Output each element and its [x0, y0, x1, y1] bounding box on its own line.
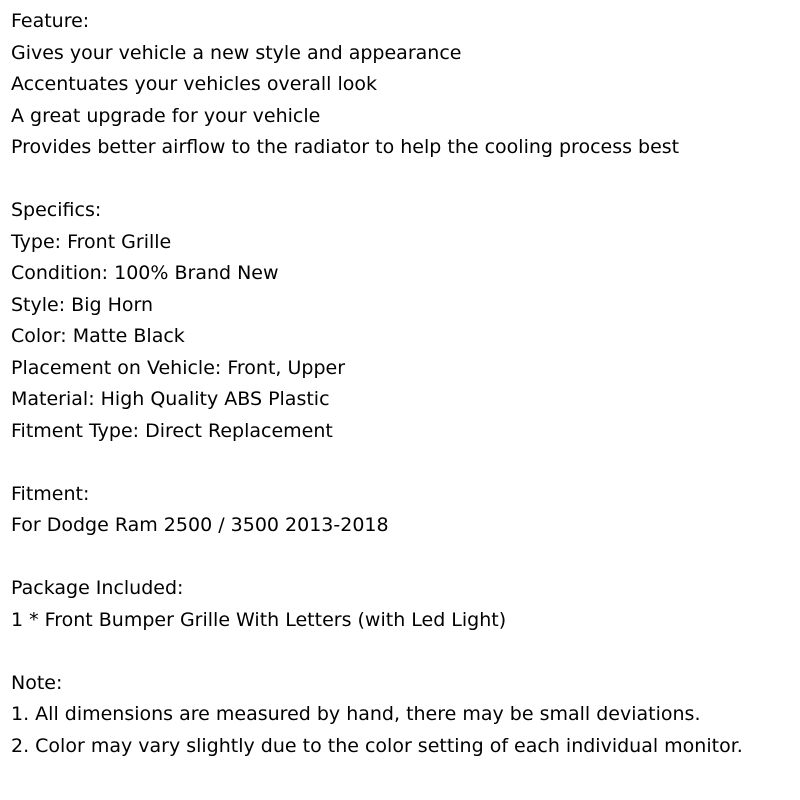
note-section [11, 668, 791, 763]
package-heading: Package Included: [11, 577, 184, 599]
fitment-item: For Dodge Ram 2500 / 3500 2013-2018 [11, 514, 389, 536]
feature-item: Accentuates your vehicles overall look [11, 73, 378, 95]
product-description [11, 6, 791, 794]
specifics-item: Placement on Vehicle: Front, Upper [11, 356, 346, 379]
specifics-section [11, 195, 791, 447]
specifics-item: Fitment Type: Direct Replacement [11, 419, 333, 442]
specifics-item: Condition: 100% Brand New [11, 262, 279, 284]
note-item: 1. All dimensions are measured by hand, there may be small deviations. [11, 703, 701, 725]
feature-heading: Feature: [11, 10, 90, 32]
note-item: 2. Color may vary slightly due to the color setting of each individual monitor. [11, 734, 743, 757]
package-item: 1 * Front Bumper Grille With Letters (with Led Light) [11, 608, 507, 631]
fitment-heading: Fitment: [11, 482, 90, 505]
note-heading: Note: [11, 671, 63, 694]
feature-item: A great upgrade for your vehicle [11, 104, 321, 127]
feature-section [11, 6, 791, 164]
feature-item: Provides better airflow to the radiator to help the cooling process best [11, 136, 680, 158]
specifics-item: Color: Matte Black [11, 325, 185, 347]
feature-item: Gives your vehicle a new style and appearance [11, 41, 462, 64]
specifics-item: Material: High Quality ABS Plastic [11, 388, 330, 410]
fitment-section [11, 479, 791, 542]
package-section [11, 573, 791, 636]
specifics-item: Style: Big Horn [11, 293, 154, 316]
specifics-item: Type: Front Grille [11, 230, 172, 253]
specifics-heading: Specifics: [11, 199, 102, 221]
